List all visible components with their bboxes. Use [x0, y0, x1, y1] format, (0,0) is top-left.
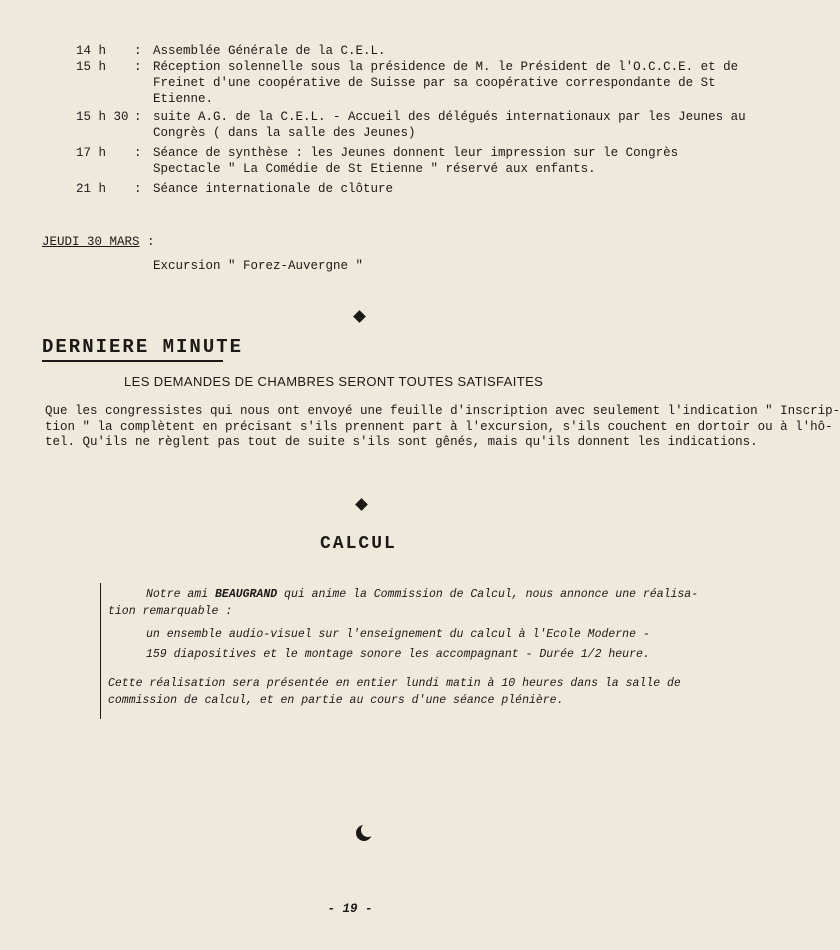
- section-title-calcul: CALCUL: [320, 534, 397, 554]
- schedule-text-line: Séance internationale de clôture: [153, 182, 394, 196]
- schedule-time: 15 h: [76, 60, 107, 74]
- calcul-intro-before: Notre ami: [146, 588, 216, 601]
- jeudi-heading-text: JEUDI 30 MARS: [42, 235, 140, 249]
- crescent-icon: [356, 825, 372, 841]
- schedule-colon: :: [134, 110, 142, 124]
- schedule-text-line: Etienne.: [153, 92, 214, 106]
- calcul-closing-line: Cette réalisation sera présentée en entier lundi matin à 10 heures dans la salle de: [108, 677, 681, 690]
- schedule-colon: :: [134, 146, 142, 160]
- excursion-line: Excursion " Forez-Auvergne ": [153, 259, 364, 273]
- calcul-intro-after: qui anime la Commission de Calcul, nous annonce une réalisa-: [277, 588, 699, 601]
- schedule-text-line: Réception solennelle sous la présidence de M. le Président de l'O.C.C.E. et de: [153, 60, 739, 74]
- schedule-colon: :: [134, 44, 142, 58]
- schedule-text-line: Assemblée Générale de la C.E.L.: [153, 44, 386, 58]
- schedule-time: 21 h: [76, 182, 107, 196]
- jeudi-heading-suffix: :: [139, 235, 155, 249]
- section-title-derniere-minute: DERNIERE MINUTE: [42, 336, 244, 358]
- quote-bar: [100, 583, 101, 719]
- calcul-intro-line2: tion remarquable :: [108, 605, 233, 618]
- calcul-item-line: 159 diapositives et le montage sonore les accompagnant - Durée 1/2 heure.: [146, 648, 650, 661]
- calcul-closing-line: commission de calcul, et en partie au cours d'une séance plénière.: [108, 694, 564, 707]
- jeudi-heading: [42, 235, 155, 249]
- schedule-text: [153, 181, 673, 197]
- schedule-text: [153, 59, 739, 107]
- calcul-item-line: un ensemble audio-visuel sur l'enseignement du calcul à l'Ecole Moderne -: [146, 628, 650, 641]
- schedule-text: [153, 43, 673, 59]
- schedule-text-line: suite A.G. de la C.E.L. - Accueil des délégués internationaux par les Jeunes au: [153, 110, 746, 124]
- schedule-colon: :: [134, 60, 142, 74]
- paragraph-line: tel. Qu'ils ne règlent pas tout de suite s'ils sont gênés, mais qu'ils donnent les indications.: [45, 435, 758, 449]
- section-subtitle: LES DEMANDES DE CHAMBRES SERONT TOUTES SATISFAITES: [124, 374, 544, 389]
- page-number: - 19 -: [327, 902, 373, 916]
- schedule-text-line: Spectacle " La Comédie de St Etienne " réservé aux enfants.: [153, 162, 596, 176]
- schedule-colon: :: [134, 182, 142, 196]
- schedule-text: [153, 109, 746, 141]
- diamond-icon: [355, 498, 368, 511]
- title-underline: [42, 360, 223, 362]
- schedule-time: 14 h: [76, 44, 107, 58]
- schedule-time: 17 h: [76, 146, 107, 160]
- schedule-text-line: Freinet d'une coopérative de Suisse par sa coopérative correspondante de St: [153, 76, 716, 90]
- schedule-text-line: Séance de synthèse : les Jeunes donnent leur impression sur le Congrès: [153, 146, 679, 160]
- diamond-icon: [353, 310, 366, 323]
- paragraph-line: tion " la complètent en précisant s'ils prennent part à l'excursion, s'ils couchent en dortoir ou à l'hô-: [45, 420, 833, 434]
- schedule-time: 15 h 30: [76, 110, 129, 124]
- paragraph-line: Que les congressistes qui nous ont envoyé une feuille d'inscription avec seulement l'indication " Inscrip-: [45, 404, 840, 418]
- calcul-name: BEAUGRAND: [215, 588, 278, 601]
- schedule-text: [153, 145, 679, 177]
- calcul-intro-line: [146, 588, 698, 601]
- schedule-text-line: Congrès ( dans la salle des Jeunes): [153, 126, 416, 140]
